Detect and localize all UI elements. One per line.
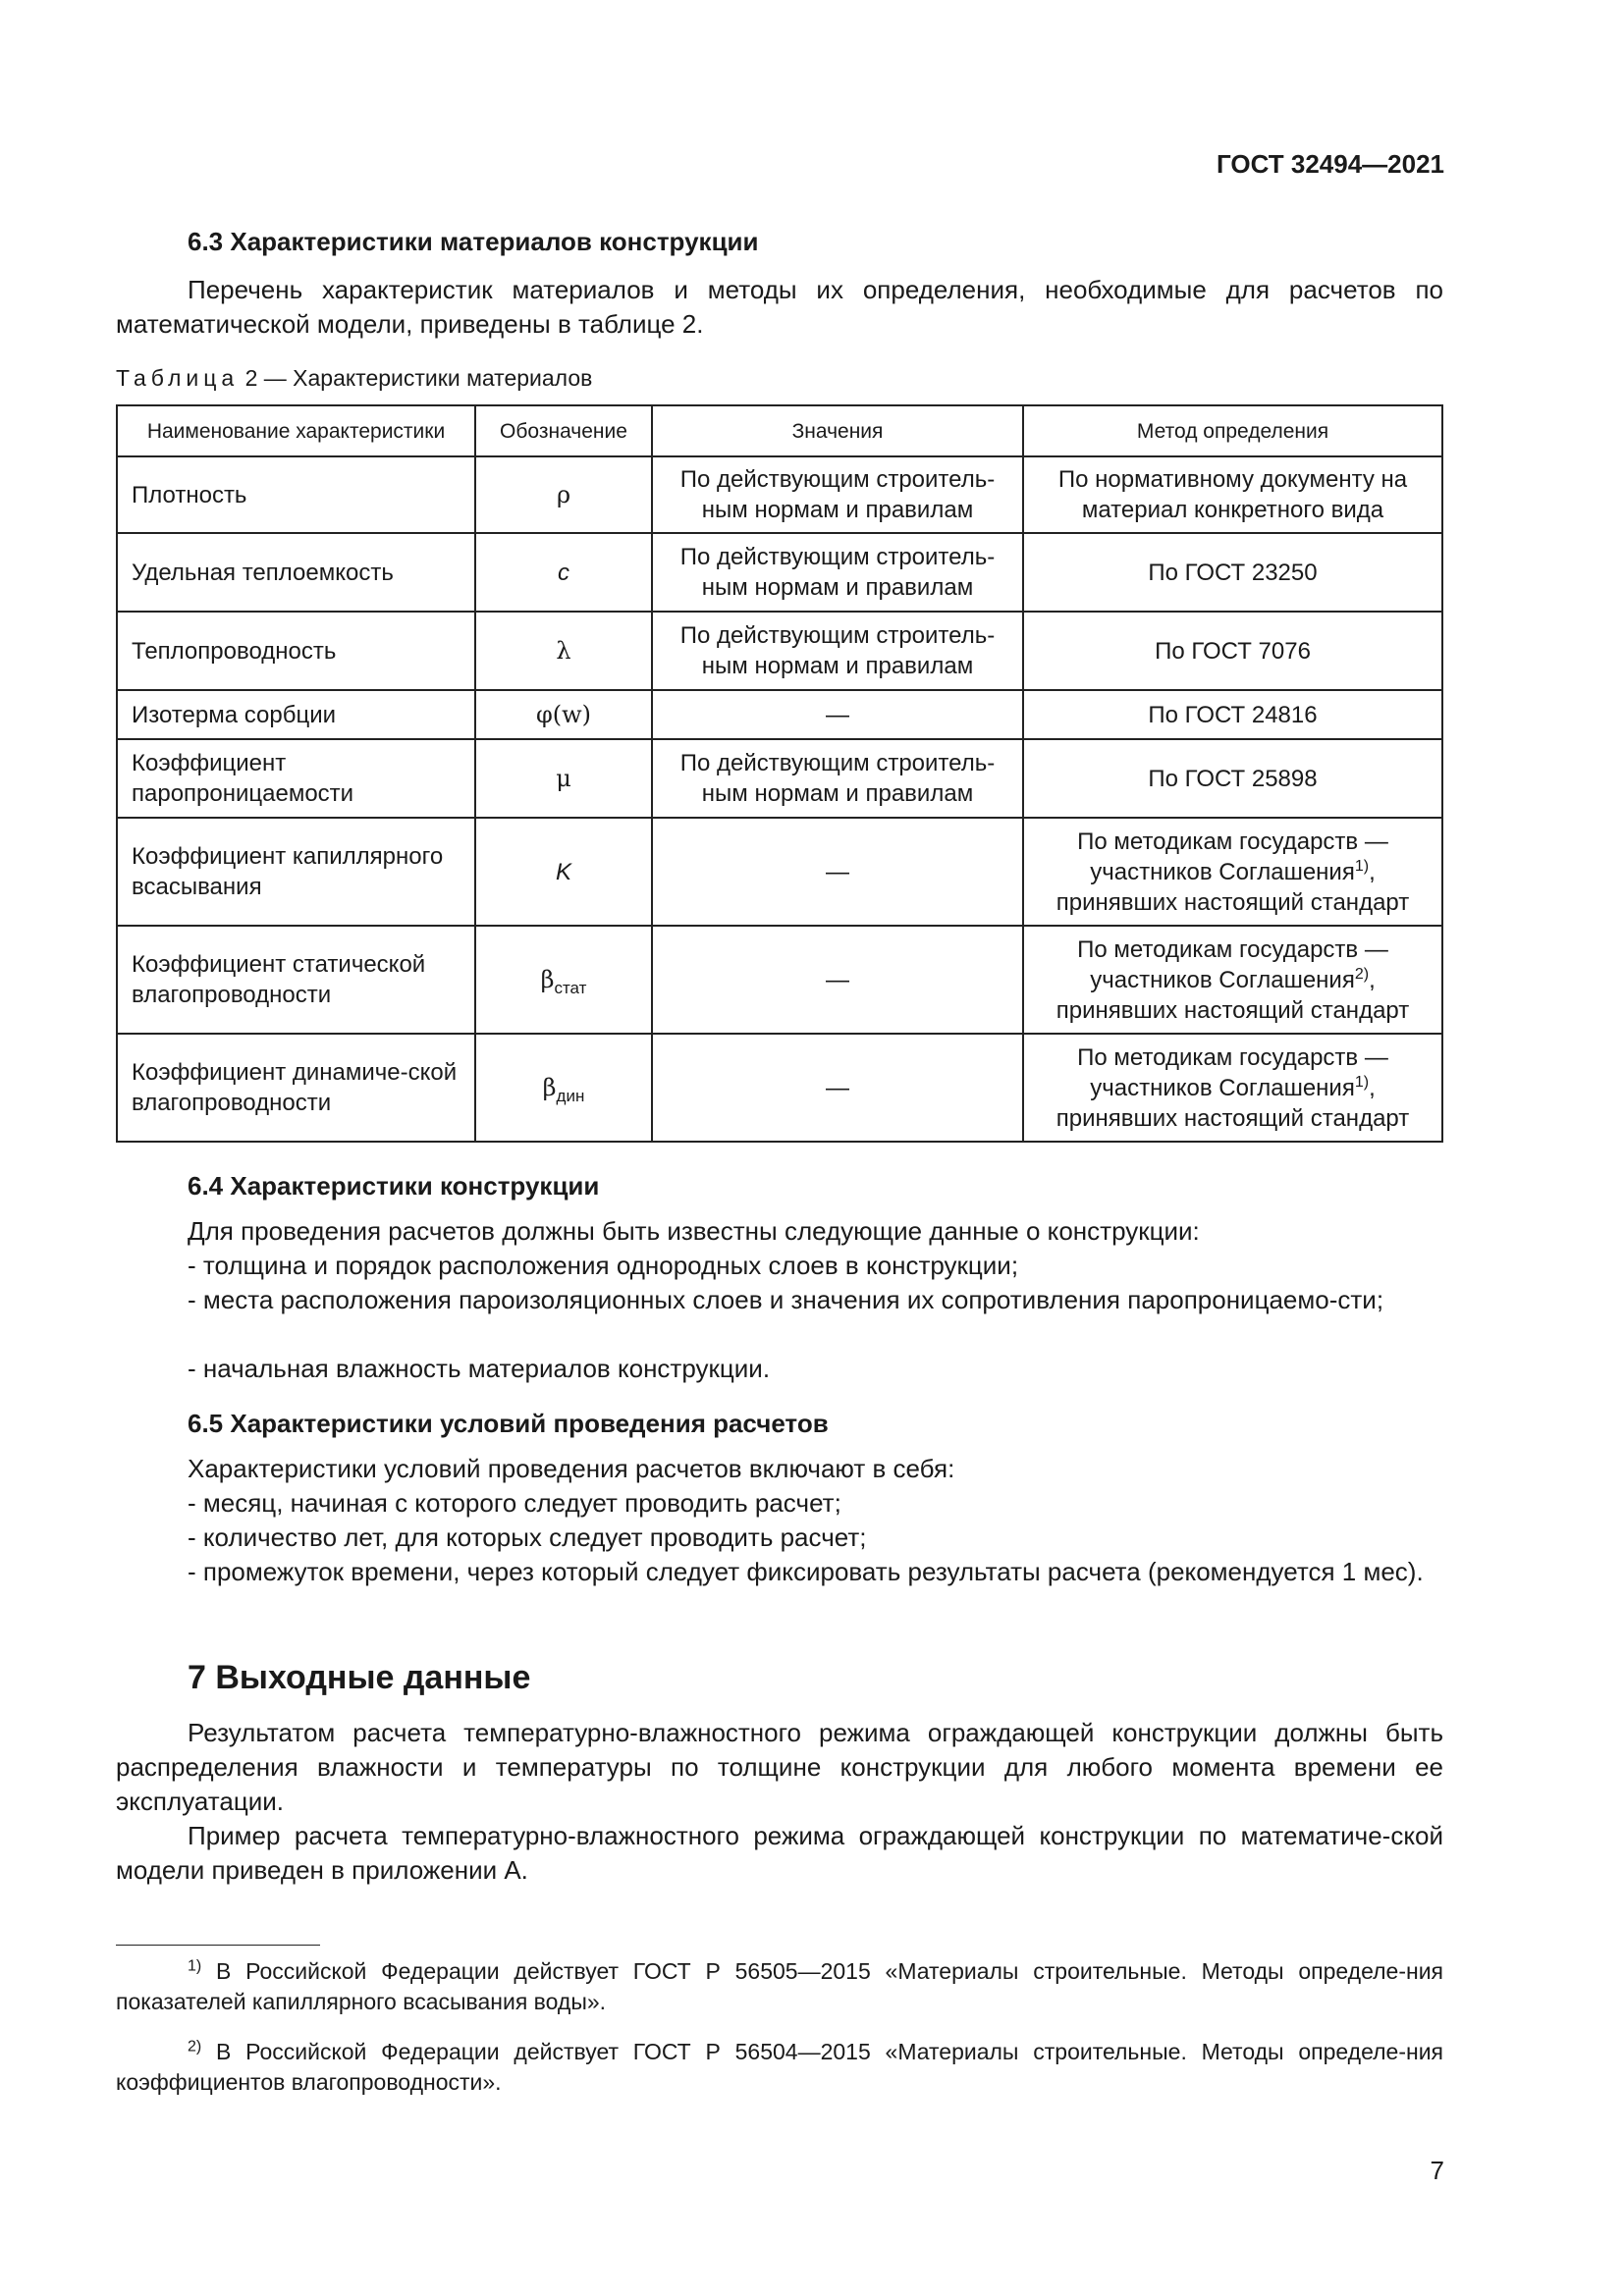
cell-value: — [652, 926, 1023, 1034]
cell-symbol: K [475, 818, 652, 926]
cell-value: — [652, 818, 1023, 926]
method-text: По методикам государств — участников Соглашения [1077, 828, 1388, 885]
cell-symbol: λ [475, 612, 652, 690]
cell-symbol: φ(w) [475, 690, 652, 739]
method-text: По методикам государств — участников Соглашения [1077, 935, 1388, 993]
method-text-rest: , принявших настоящий стандарт [1056, 1074, 1410, 1132]
section-6-4-title: 6.4 Характеристики конструкции [188, 1171, 600, 1201]
standard-header: ГОСТ 32494—2021 [1217, 149, 1444, 179]
cell-value: — [652, 1034, 1023, 1142]
cell-symbol: μ [475, 739, 652, 818]
symbol-subscript: стат [554, 978, 587, 997]
section-6-5-title: 6.5 Характеристики условий проведения расчетов [188, 1409, 829, 1438]
cell-name: Теплопроводность [117, 612, 475, 690]
footnote [116, 1956, 1443, 2017]
section-6-3-text: Перечень характеристик материалов и методы их определения, необходимые для расчетов по математической модели, приведены в таблице 2. [116, 275, 1443, 339]
page-number: 7 [1430, 2156, 1444, 2185]
table-row [117, 533, 1442, 612]
footnote-mark: 1) [188, 1957, 202, 1975]
footnote-separator [116, 1945, 320, 1946]
method-text-rest: , принявших настоящий стандарт [1056, 858, 1410, 916]
table-row [117, 926, 1442, 1034]
cell-name: Коэффициент капиллярного всасывания [117, 818, 475, 926]
cell-symbol: ρ [475, 456, 652, 533]
section-6-3-title: 6.3 Характеристики материалов конструкции [188, 227, 759, 256]
table-row [117, 739, 1442, 818]
cell-name: Плотность [117, 456, 475, 533]
symbol-main: β [542, 1073, 557, 1101]
footnote-ref: 2) [1354, 965, 1370, 983]
cell-method: По нормативному документу на материал конкретного вида [1023, 456, 1442, 533]
section-7-paragraph: Пример расчета температурно-влажностного режима ограждающей конструкции по математиче-ской модели приведен в приложении А. [116, 1821, 1443, 1885]
list-item: - месяц, начиная с которого следует проводить расчет; [188, 1488, 841, 1518]
list-item: - количество лет, для которых следует проводить расчет; [188, 1522, 867, 1552]
materials-table [116, 404, 1443, 1143]
cell-value: — [652, 690, 1023, 739]
symbol-main: β [540, 965, 555, 993]
cell-value: По действующим строитель-ным нормам и правилам [652, 739, 1023, 818]
table-header-row [117, 405, 1442, 456]
column-header-value: Значения [652, 405, 1023, 456]
cell-method: По ГОСТ 23250 [1023, 533, 1442, 612]
table-caption-label: Таблица [116, 365, 240, 391]
cell-symbol [475, 926, 652, 1034]
cell-method [1023, 1034, 1442, 1142]
cell-method: По ГОСТ 25898 [1023, 739, 1442, 818]
list-item: - промежуток времени, через который следует фиксировать результаты расчета (рекомендуется 1 мес). [188, 1557, 1424, 1586]
footnote-text: В Российской Федерации действует ГОСТ Р 56505—2015 «Материалы строительные. Методы определе-ния показателей капиллярного всасывания воды». [116, 1958, 1443, 2014]
table-row [117, 690, 1442, 739]
symbol-subscript: дин [556, 1086, 585, 1105]
footnote-ref: 1) [1354, 857, 1370, 875]
cell-symbol [475, 1034, 652, 1142]
cell-symbol: c [475, 533, 652, 612]
table-row [117, 818, 1442, 926]
section-7-paragraph: Результатом расчета температурно-влажностного режима ограждающей конструкции должны быть распределения влажности и температуры по толщине конструкции для любого момента времени ее эксплуатации. [116, 1718, 1443, 1816]
cell-value: По действующим строитель-ным нормам и правилам [652, 456, 1023, 533]
cell-name: Коэффициент динамиче-ской влагопроводности [117, 1034, 475, 1142]
table-caption-rest: 2 — Характеристики материалов [244, 365, 593, 391]
footnote-mark: 2) [188, 2038, 202, 2056]
table-row [117, 612, 1442, 690]
method-text: По методикам государств — участников Соглашения [1077, 1043, 1388, 1101]
table-row [117, 1034, 1442, 1142]
column-header-name: Наименование характеристики [117, 405, 475, 456]
column-header-method: Метод определения [1023, 405, 1442, 456]
footnote-ref: 1) [1354, 1073, 1370, 1091]
footnote [116, 2037, 1443, 2098]
section-6-4-intro: Для проведения расчетов должны быть известны следующие данные о конструкции: [188, 1216, 1200, 1246]
table-row [117, 456, 1442, 533]
cell-method [1023, 818, 1442, 926]
cell-name: Коэффициент статической влагопроводности [117, 926, 475, 1034]
cell-method: По ГОСТ 7076 [1023, 612, 1442, 690]
cell-method: По ГОСТ 24816 [1023, 690, 1442, 739]
section-6-5-intro: Характеристики условий проведения расчетов включают в себя: [188, 1454, 955, 1483]
cell-name: Удельная теплоемкость [117, 533, 475, 612]
section-7-title: 7 Выходные данные [188, 1659, 531, 1696]
cell-value: По действующим строитель-ным нормам и правилам [652, 533, 1023, 612]
cell-value: По действующим строитель-ным нормам и правилам [652, 612, 1023, 690]
column-header-symbol: Обозначение [475, 405, 652, 456]
footnote-text: В Российской Федерации действует ГОСТ Р 56504—2015 «Материалы строительные. Методы определе-ния коэффициентов влагопроводности». [116, 2039, 1443, 2095]
method-text-rest: , принявших настоящий стандарт [1056, 966, 1410, 1024]
list-item: - места расположения пароизоляционных слоев и значения их сопротивления паропроницаемо-сти; [188, 1285, 1384, 1314]
table-caption [116, 365, 592, 392]
cell-name: Коэффициент паропроницаемости [117, 739, 475, 818]
cell-name: Изотерма сорбции [117, 690, 475, 739]
list-item: - толщина и порядок расположения однородных слоев в конструкции; [188, 1251, 1019, 1280]
cell-method [1023, 926, 1442, 1034]
list-item: - начальная влажность материалов конструкции. [188, 1354, 771, 1383]
